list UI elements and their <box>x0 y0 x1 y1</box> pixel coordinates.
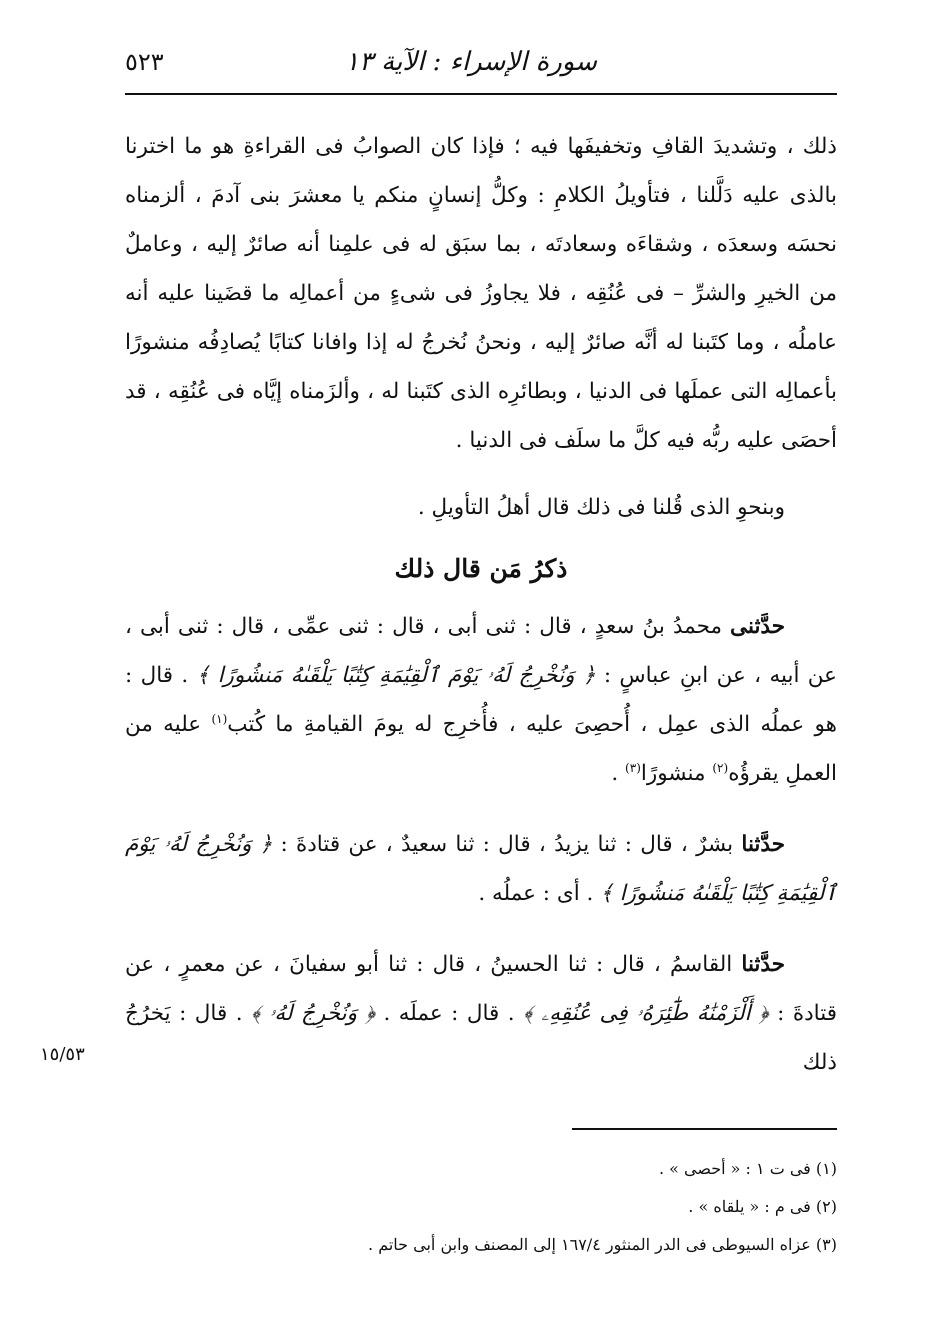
narration-lead: حدَّثنا <box>741 832 785 857</box>
narration-text: . قال : هو عملُه الذى عمِل ، أُحصِىَ عليه ، فأُخرِج له يومَ القيامةِ ما كُتب <box>125 663 838 737</box>
narration-text: عليه من العملِ يقرؤُه <box>125 712 837 786</box>
footnote: (٣) عزاه السيوطى فى الدر المنثور ١٦٧/٤ إلى المصنف وابن أبى حاتم . <box>368 1235 837 1254</box>
narration-text: محمدُ بنُ سعدٍ ، قال : ثنى أبى ، قال : ثنى عمِّى ، قال : ثنى أبى ، عن أبيه ، عن ابنِ عباسٍ : <box>125 614 837 688</box>
footnote-marker[interactable]: (٣) <box>625 760 641 775</box>
narration-text: . <box>611 761 626 786</box>
footnote-marker[interactable]: (١) <box>211 711 228 726</box>
commentary-paragraph: وبنحوِ الذى قُلنا فى ذلك قال أهلُ التأويلِ . <box>417 495 785 520</box>
footnote: (٢) فى م : « يلقاه » . <box>688 1197 837 1216</box>
narration-lead: حدَّثنا <box>741 952 785 977</box>
main-text <box>125 122 837 1087</box>
footnote-divider <box>572 1128 837 1130</box>
quran-verse: ﴿ وَنُخْرِجُ لَهُۥ يَوْمَ ٱلْقِيَٰمَةِ كِتَٰبًا يَلْقَىٰهُ مَنشُورًا ﴾ <box>125 832 837 906</box>
quran-verse: ﴿ أَلْزَمْنَٰهُ طَٰٓئِرَهُۥ فِى عُنُقِهِۦ ﴾ <box>523 1001 769 1026</box>
narration-text: . أى : عملُه . <box>478 881 601 906</box>
header-title: سورة الإسراء : الآية ١٣ <box>344 47 597 77</box>
footnote: (١) فى ت ١ : « أحصى » . <box>658 1159 837 1178</box>
commentary-paragraph: ذلك ، وتشديدَ القافِ وتخفيفَها فيه ؛ فإذا كان الصوابُ فى القراءةِ هو ما اخترنا بالذى عليه دَلَّلنا ، فتأويلُ الكلامِ : وكلُّ إنسانٍ منكم يا معشرَ بنى آدمَ ، ألزمناه نحسَه وسعدَه ، وشقاءَه وسعادتَه ، بما سبَق له فى علمِنا أنه صائرٌ إليه ، وعاملٌ من الخيرِ والشرِّ – فى عُنُقِه ، فلا يجاوزُ فى شىءٍ من أعمالِه ما قضَينا عليه أنه عاملُه ، وما كتَبنا له أنَّه صائرٌ إليه ، ونحنُ نُخرجُ له إذا وافانا كتابًا يُصادِفُه منشورًا بأعمالِه التى عملَها فى الدنيا ، وبطائرِه الذى كتَبنا له ، وألزَمناه إيَّاه فى عُنُقِه ، قد أحصَى عليه ربُّه فيه كلَّ ما سلَف فى الدنيا . <box>125 134 837 453</box>
narration-lead: حدَّثنى <box>730 614 785 639</box>
narration-paragraph <box>125 940 837 1087</box>
quran-verse: ﴿ وَنُخْرِجُ لَهُۥ ﴾ <box>251 1001 375 1026</box>
section-title: ذكرُ مَن قال ذلك <box>394 554 568 583</box>
page-number: ٥٢٣ <box>125 48 164 76</box>
running-header <box>125 40 837 88</box>
narration-text: بشرٌ ، قال : ثنا يزيدُ ، قال : ثنا سعيدٌ ، عن قتادةَ : <box>272 832 742 857</box>
header-divider <box>125 93 837 95</box>
narration-text: . قال : عملَه . <box>374 1001 524 1026</box>
narration-text: . قال : يَخرُجُ ذلك <box>125 1001 837 1075</box>
margin-reference: ١٥/٥٣ <box>40 1044 85 1065</box>
narration-paragraph <box>125 820 837 918</box>
narration-text: منشورًا <box>640 761 713 786</box>
footnote-marker[interactable]: (٢) <box>712 760 729 775</box>
quran-verse: ﴿ وَنُخْرِجُ لَهُۥ يَوْمَ ٱلْقِيَٰمَةِ كِتَٰبًا يَلْقَىٰهُ مَنشُورًا ﴾ <box>196 663 596 688</box>
narration-paragraph <box>125 602 837 798</box>
narration-text: القاسمُ ، قال : ثنا الحسينُ ، قال : ثنا أبو سفيانَ ، عن معمرٍ ، عن قتادةَ : <box>125 952 837 1026</box>
footnotes <box>125 1150 837 1264</box>
